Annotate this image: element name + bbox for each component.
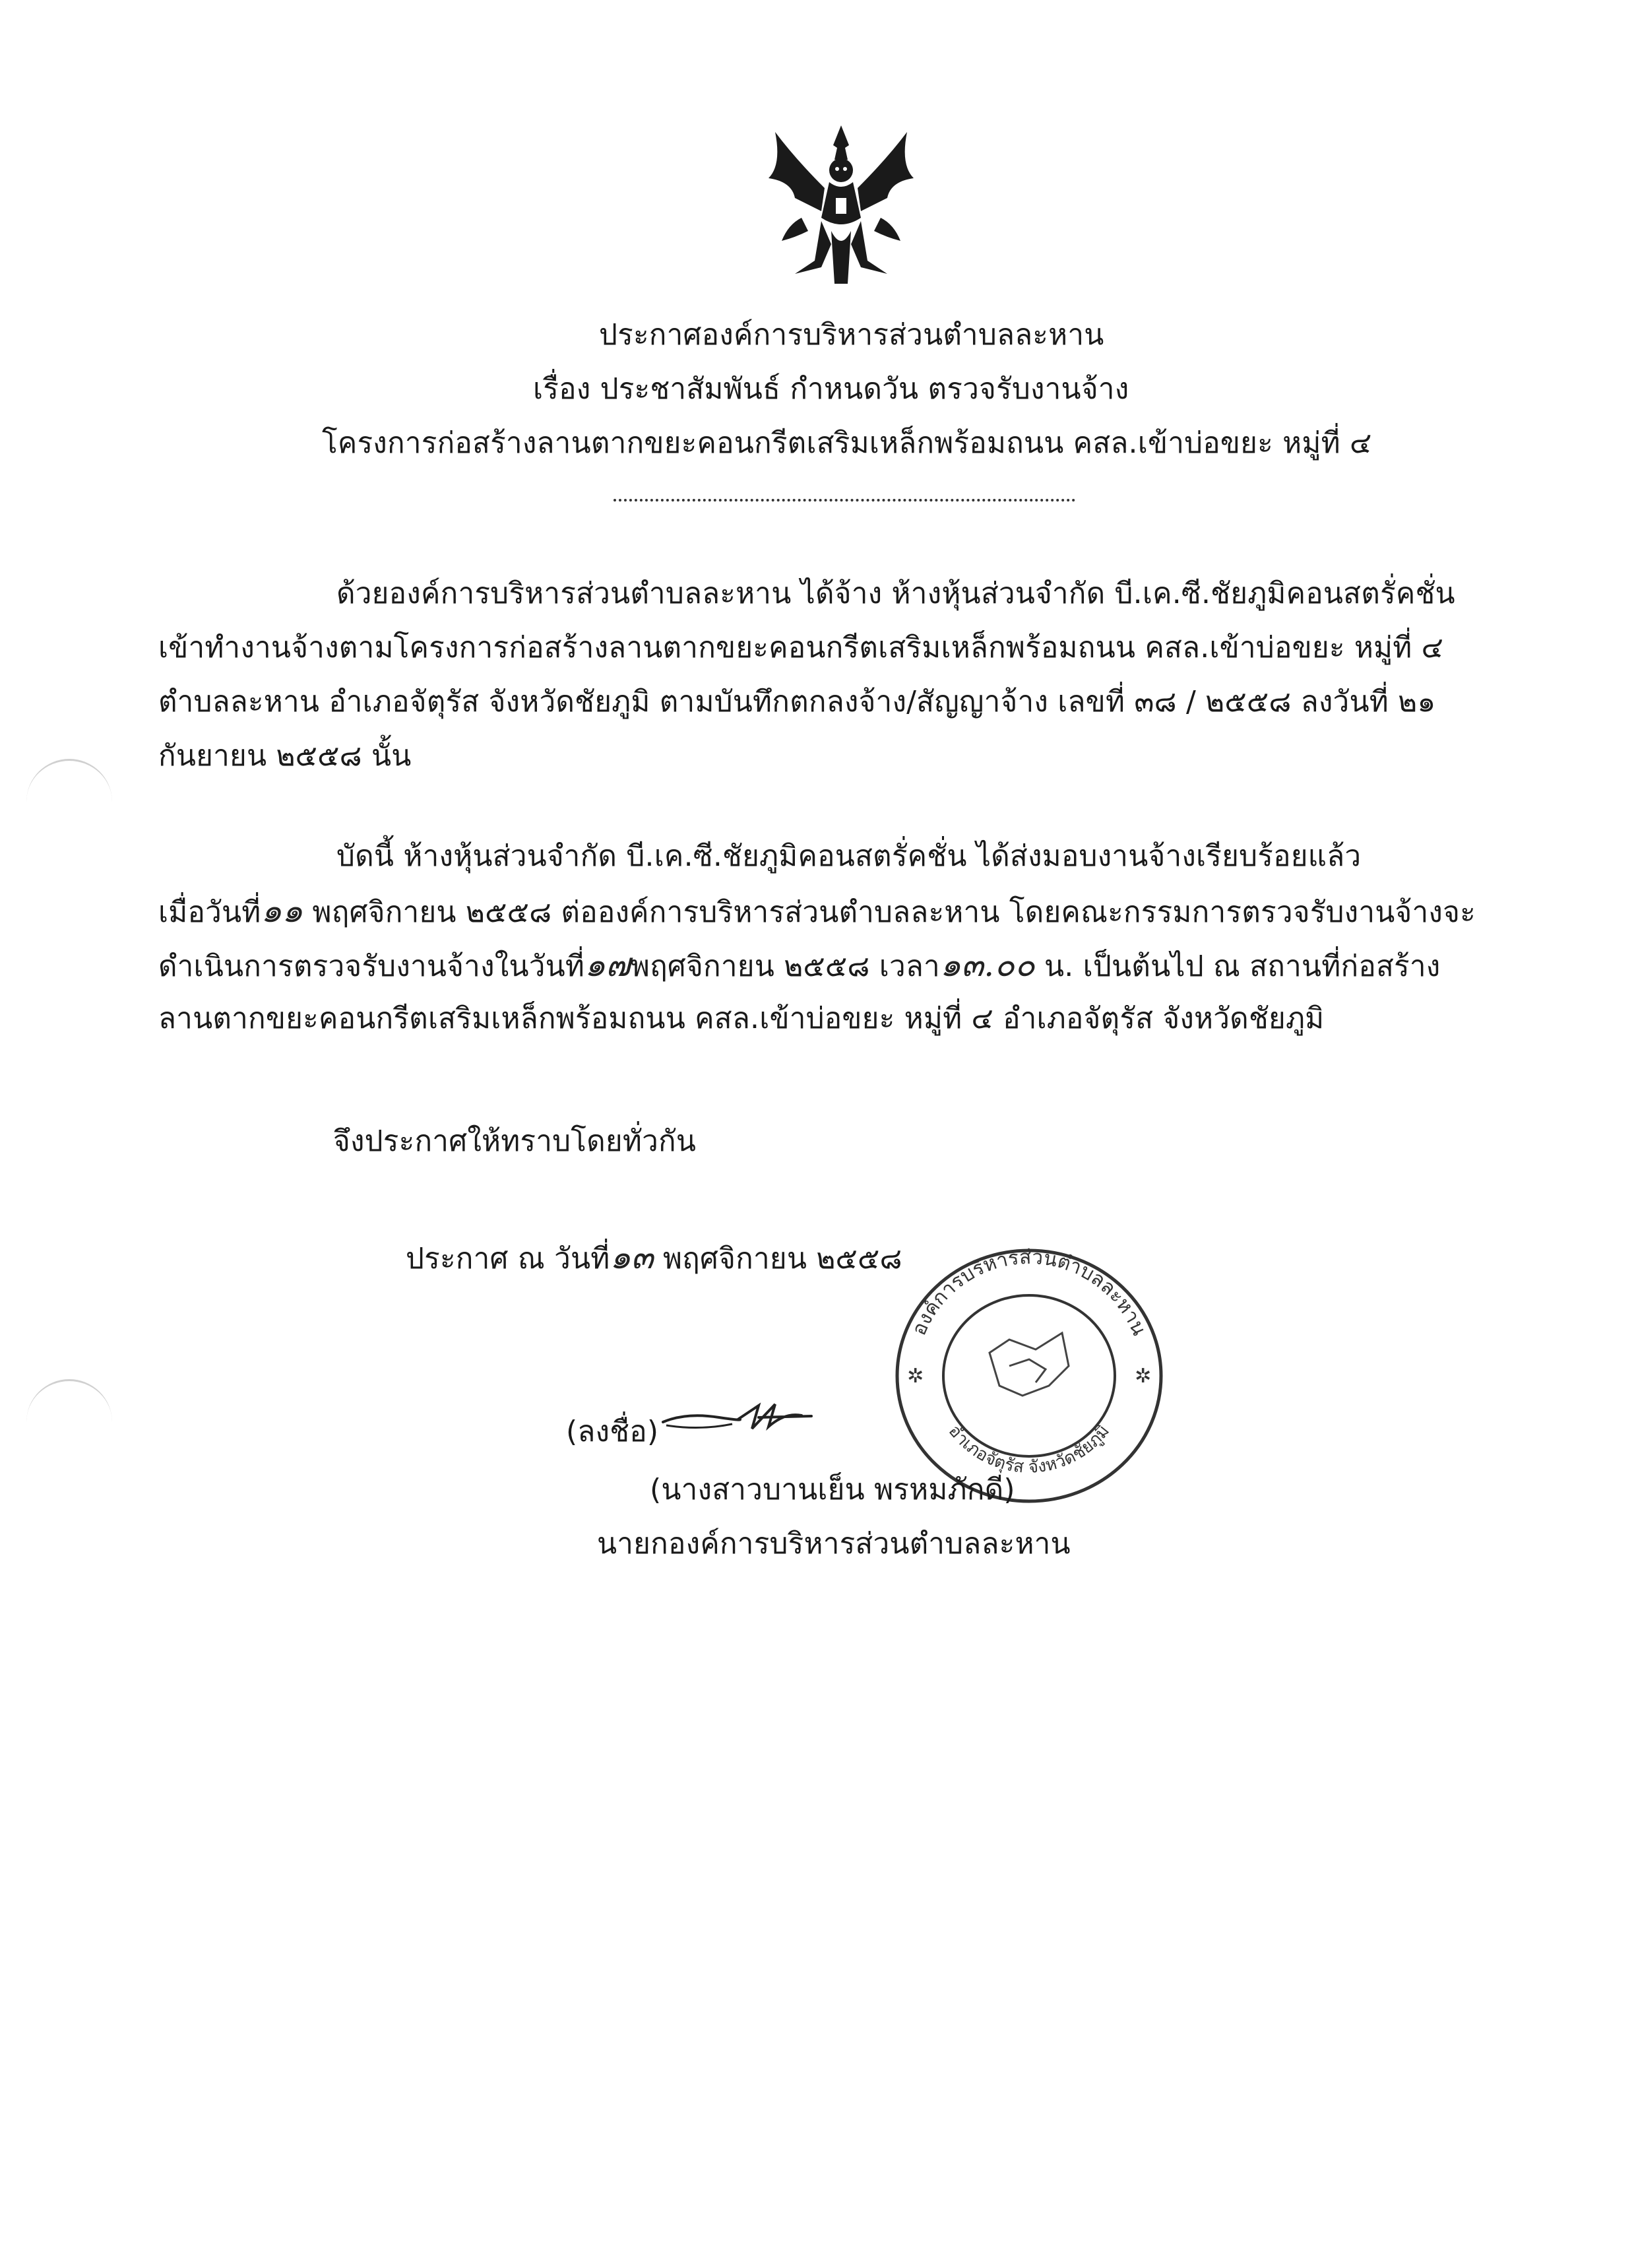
para2-line3-end: น. เป็นต้นไป ณ สถานที่ก่อสร้าง bbox=[1034, 950, 1441, 983]
svg-text:อำเภอจัตุรัส จังหวัดชัยภูมิ bbox=[945, 1421, 1114, 1477]
seal-top-text: องค์การบริหารส่วนตำบลละหาน bbox=[907, 1245, 1151, 1339]
official-seal-icon bbox=[871, 1234, 1187, 1511]
handwritten-signature bbox=[660, 1392, 858, 1445]
para2-line3 bbox=[158, 945, 1440, 987]
signatory-name: (นางสาวบานเย็น พรหมภักดี) bbox=[650, 1473, 1015, 1507]
sign-label: (ลงชื่อ) bbox=[566, 1415, 659, 1448]
svg-text:องค์การบริหารส่วนตำบลละหาน bbox=[908, 1246, 1151, 1339]
document-title: ประกาศองค์การบริหารส่วนตำบลละหาน bbox=[599, 318, 1104, 352]
handwritten-inspection-day: ๑๗ bbox=[584, 946, 631, 984]
para2-line3-mid: พฤศจิกายน ๒๕๕๘ เวลา bbox=[630, 950, 940, 983]
para2-line2-start: เมื่อวันที่ bbox=[158, 895, 261, 929]
para1-line2: เข้าทำงานจ้างตามโครงการก่อสร้างลานตากขยะคอนกรีตเสริมเหล็กพร้อมถนน คสล.เข้าบ่อขยะ หมู่ที่ ๔ bbox=[158, 631, 1444, 664]
svg-text:✲: ✲ bbox=[907, 1365, 924, 1388]
para2-line1: บัดนี้ ห้างหุ้นส่วนจำกัด บี.เค.ซี.ชัยภูมิคอนสตรั่คชั่น ได้ส่งมอบงานจ้างเรียบร้อยแล้ว bbox=[336, 839, 1362, 873]
svg-text:✲: ✲ bbox=[1135, 1365, 1152, 1388]
handwritten-inspection-time: ๑๓.๐๐ bbox=[939, 946, 1035, 984]
title-divider bbox=[614, 499, 1075, 502]
handwritten-delivery-day: ๑๑ bbox=[261, 891, 303, 930]
seal-bottom-text: อำเภอจัตุรัส จังหวัดชัยภูมิ bbox=[944, 1421, 1114, 1477]
date-prefix: ประกาศ ณ วันที่ bbox=[406, 1242, 610, 1276]
punch-hole-mark bbox=[26, 759, 112, 807]
project-title: โครงการก่อสร้างลานตากขยะคอนกรีตเสริมเหล็กพร้อมถนน คสล.เข้าบ่อขยะ หมู่ที่ ๔ bbox=[322, 426, 1372, 460]
handwritten-announce-day: ๑๓ bbox=[610, 1238, 654, 1276]
punch-hole-mark bbox=[26, 1379, 112, 1427]
para2-line2 bbox=[158, 891, 1476, 932]
para2-line2-end: พฤศจิกายน ๒๕๕๘ ต่อองค์การบริหารส่วนตำบลละหาน โดยคณะกรรมการตรวจรับงานจ้างจะ bbox=[303, 895, 1476, 929]
para2-line3-start: ดำเนินการตรวจรับงานจ้างในวันที่ bbox=[158, 950, 585, 983]
para1-line3: ตำบลละหาน อำเภอจัตุรัส จังหวัดชัยภูมิ ตามบันทึกตกลงจ้าง/สัญญาจ้าง เลขที่ ๓๘ / ๒๕๕๘ ลงวันที่ ๒๑ bbox=[158, 685, 1436, 719]
para1-line1: ด้วยองค์การบริหารส่วนตำบลละหาน ได้จ้าง ห้างหุ้นส่วนจำกัด บี.เค.ซี.ชัยภูมิคอนสตรั่คชั่น bbox=[336, 577, 1455, 610]
signatory-position: นายกองค์การบริหารส่วนตำบลละหาน bbox=[597, 1527, 1071, 1561]
announcement-date bbox=[406, 1237, 902, 1279]
date-suffix: พฤศจิกายน ๒๕๕๘ bbox=[653, 1242, 902, 1276]
document-subject: เรื่อง ประชาสัมพันธ์ กำหนดวัน ตรวจรับงานจ้าง bbox=[533, 372, 1129, 406]
garuda-emblem-icon bbox=[755, 119, 927, 290]
para2-line4: ลานตากขยะคอนกรีตเสริมเหล็กพร้อมถนน คสล.เข้าบ่อขยะ หมู่ที่ ๔ อำเภอจัตุรัส จังหวัดชัยภูมิ bbox=[158, 1002, 1325, 1035]
para1-line4: กันยายน ๒๕๕๘ นั้น bbox=[158, 739, 412, 773]
closing-statement: จึงประกาศให้ทราบโดยทั่วกัน bbox=[333, 1124, 697, 1158]
